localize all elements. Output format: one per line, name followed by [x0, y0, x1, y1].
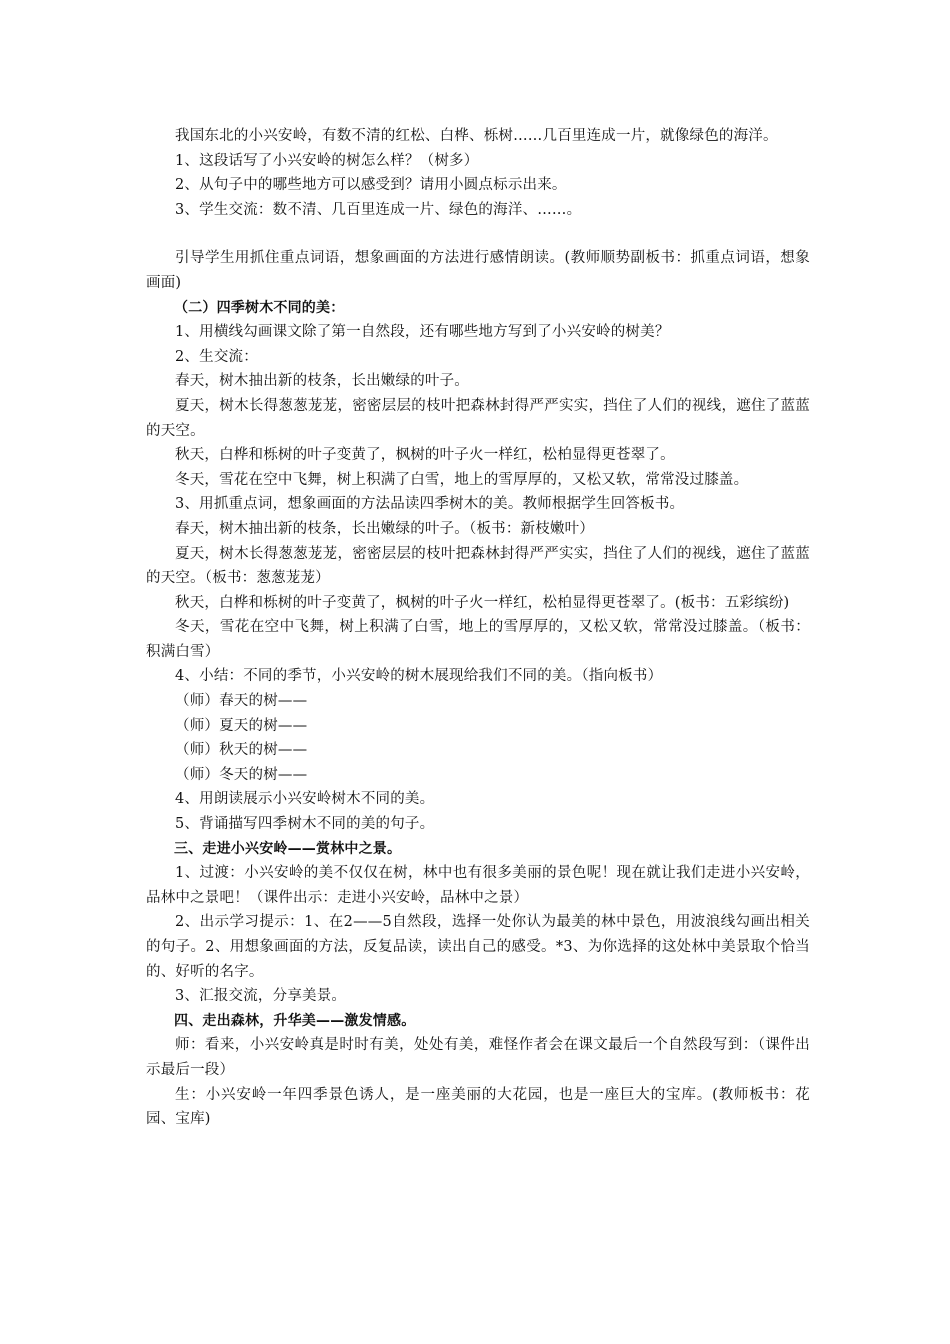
- summer-board: 夏天，树木长得葱葱茏茏，密密层层的枝叶把森林封得严严实实，挡住了人们的视线，遮住了蓝蓝的天空。（板书：葱葱茏茏）: [146, 545, 810, 587]
- autumn-sentence: 秋天，白桦和栎树的叶子变黄了，枫树的叶子火一样红，松柏显得更苍翠了。: [175, 447, 675, 464]
- summer-sentence: 夏天，树木长得葱葱茏茏，密密层层的枝叶把森林封得严严实实，挡住了人们的视线，遮住了蓝蓝的天空。: [146, 397, 810, 439]
- question-1: 1、这段话写了小兴安岭的树怎么样？（树多）: [175, 152, 479, 169]
- autumn-board: 秋天，白桦和栎树的叶子变黄了，枫树的叶子火一样红，松柏显得更苍翠了。(板书：五彩缤纷): [175, 594, 790, 611]
- guide-reading: 引导学生用抓住重点词语，想象画面的方法进行感情朗读。(教师顺势副板书：抓重点词语，想象画面): [146, 250, 810, 291]
- learning-tips: 2、出示学习提示：1、在2——5自然段，选择一处你认为最美的林中景色，用波浪线勾画出相关的句子。2、用想象画面的方法，反复品读，读出自己的感受。*3、为你选择的这处林中美景取个恰当的、好听的名字。: [146, 914, 810, 980]
- spring-sentence: 春天，树木抽出新的枝条，长出嫩绿的叶子。: [175, 373, 469, 390]
- student-remark: 生：小兴安岭一年四季景色诱人，是一座美丽的大花园，也是一座巨大的宝库。(教师板书：花园、宝库): [146, 1086, 810, 1128]
- teacher-autumn: （师）秋天的树——: [175, 742, 308, 759]
- teacher-winter: （师）冬天的树——: [175, 766, 308, 783]
- paragraph-gap: [146, 222, 810, 246]
- teacher-summer: （师）夏天的树——: [175, 717, 308, 734]
- step-3: 3、用抓重点词，想象画面的方法品读四季树木的美。教师根据学生回答板书。: [175, 496, 685, 513]
- paragraph-intro: 我国东北的小兴安岭，有数不清的红松、白桦、栎树……几百里连成一片，就像绿色的海洋。: [175, 128, 778, 144]
- section-heading-seasons: （二）四季树木不同的美：: [174, 299, 345, 316]
- question-3: 3、学生交流：数不清、几百里连成一片、绿色的海洋、……。: [175, 201, 582, 218]
- report-share: 3、汇报交流，分享美景。: [175, 988, 347, 1005]
- section-heading-emotion: 四、走出森林，升华美——激发情感。: [174, 1012, 416, 1029]
- step-1: 1、用横线勾画课文除了第一自然段，还有哪些地方写到了小兴安岭的树美？: [175, 324, 670, 341]
- document-body: [146, 124, 810, 1132]
- section-heading-forest-scenery: 三、走进小兴安岭——赏林中之景。: [174, 840, 402, 857]
- step-4-reading: 4、用朗读展示小兴安岭树木不同的美。: [175, 791, 435, 808]
- step-4-summary: 4、小结：不同的季节，小兴安岭的树木展现给我们不同的美。（指向板书）: [175, 668, 663, 685]
- winter-board: 冬天，雪花在空中飞舞，树上积满了白雪，地上的雪厚厚的，又松又软，常常没过膝盖。（板书：积满白雪）: [146, 619, 810, 660]
- winter-sentence: 冬天，雪花在空中飞舞，树上积满了白雪，地上的雪厚厚的，又松又软，常常没过膝盖。: [175, 471, 749, 488]
- step-2: 2、生交流：: [175, 348, 258, 365]
- teacher-remark: 师：看来，小兴安岭真是时时有美，处处有美，难怪作者会在课文最后一个自然段写到：（课件出示最后一段）: [146, 1037, 810, 1078]
- transition: 1、过渡：小兴安岭的美不仅仅在树，林中也有很多美丽的景色呢！现在就让我们走进小兴安岭，品林中之景吧！（课件出示：走进小兴安岭，品林中之景）: [146, 865, 810, 906]
- question-2: 2、从句子中的哪些地方可以感受到？请用小圆点标示出来。: [175, 177, 567, 194]
- spring-board: 春天，树木抽出新的枝条，长出嫩绿的叶子。（板书：新枝嫩叶）: [175, 520, 595, 537]
- step-5-recite: 5、背诵描写四季树木不同的美的句子。: [175, 816, 435, 833]
- teacher-spring: （师）春天的树——: [175, 693, 308, 710]
